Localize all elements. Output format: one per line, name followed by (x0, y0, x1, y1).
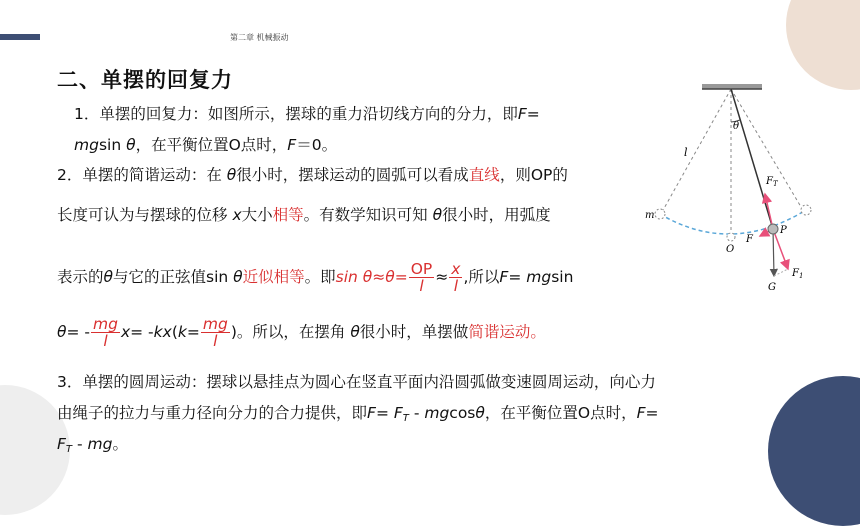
p2-text-e: 大小 (241, 206, 273, 224)
frac2-numerator: x (451, 260, 461, 278)
p1-sin: sin (98, 136, 127, 154)
equilibrium-bob (727, 233, 735, 241)
p2-text-b: 很小时，摆球运动的圆弧可以看成 (236, 166, 469, 184)
p2-text-f: 。有数学知识可知 (303, 206, 433, 224)
p1-line1 (74, 104, 540, 124)
p2-approx: ≈ (435, 268, 449, 286)
p3-F: F (367, 404, 376, 422)
p3-minus: - (408, 404, 425, 422)
frac1-numerator: OP (410, 260, 433, 278)
pendulum-bob (768, 224, 778, 234)
section-heading: 二、单摆的回复力 (57, 68, 233, 92)
p2-line3 (57, 257, 573, 297)
left-bob (655, 209, 665, 219)
p1-mg: mg (74, 136, 99, 154)
p2-text-g: 很小时，用弧度 (442, 206, 551, 224)
frac3-numerator: mg (93, 315, 118, 333)
p1-text-b: ，在平衡位置O点时， (135, 136, 288, 154)
decor-circle-bottom-right (768, 376, 860, 526)
label-F: F (746, 234, 753, 245)
p2-red-approx-equal: 近似相等 (242, 268, 305, 286)
fraction-mg-over-l (91, 316, 120, 349)
p2-line2 (57, 205, 551, 225)
pendulum-diagram (640, 84, 820, 299)
p2-m-theta: θ (57, 323, 67, 341)
p2-red-equal: 相等 (272, 206, 304, 224)
p1-eq: = (526, 105, 540, 123)
label-FT: $F_T$ (766, 176, 778, 188)
p2-text-c: ，则OP的 (499, 166, 568, 184)
left-dashed-string (662, 89, 731, 212)
p3-FT: F (393, 404, 403, 422)
label-m: m (645, 210, 655, 221)
p2-x: x (232, 206, 242, 224)
p1-line2 (74, 135, 337, 155)
frac3-denominator: l (103, 332, 108, 350)
p3-mg: mg (424, 404, 450, 422)
p3-mg2: mg (87, 435, 113, 453)
decor-bar (0, 34, 40, 40)
p3-text-a: 3．单摆的圆周运动：摆球以悬挂点为圆心在竖直平面内沿圆弧做变速圆周运动，向心力 (57, 373, 656, 391)
label-G: G (768, 282, 776, 293)
gravity-arrow (773, 229, 774, 276)
p3-T-sub: T (402, 413, 409, 424)
p2-m-eq: = - (66, 323, 90, 341)
p3-line2 (57, 403, 659, 429)
p2-m-close: ) (230, 323, 237, 341)
p3-cos: cos (449, 404, 476, 422)
decor-circle-top-right (786, 0, 860, 90)
p2-text-h: 表示的 (57, 268, 104, 286)
p2-text-d: 长度可认为与摆球的位移 (57, 206, 233, 224)
p1-text-c: ＝0。 (296, 136, 338, 154)
p2-red-sin-formula: sin θ≈θ= (335, 268, 408, 286)
p3-eq: = (375, 404, 394, 422)
p2-m-kx: kx (153, 323, 172, 341)
label-O: O (726, 244, 735, 255)
p2-mg: mg (526, 268, 552, 286)
frac4-denominator: l (213, 332, 218, 350)
p2-text-j: 。即 (304, 268, 336, 286)
right-bob (801, 205, 811, 215)
p2-line1 (57, 165, 568, 185)
p2-m-eq3: = (186, 323, 200, 341)
label-l: l (684, 146, 688, 159)
p1-text-a: 1．单摆的回复力：如图所示，摆球的重力沿切线方向的分力，即 (74, 105, 518, 123)
p1-F: F (517, 105, 527, 123)
p2-eq: = (508, 268, 527, 286)
p3-F2: F (636, 404, 646, 422)
p3-FT2: F (57, 435, 66, 453)
p3-text-b: 由绳子的拉力与重力径向分力的合力提供，即 (57, 404, 368, 422)
p2-theta5: θ (350, 323, 360, 341)
component-dashed (774, 269, 788, 276)
p3-text-c: ，在平衡位置O点时， (484, 404, 637, 422)
fraction-mg-over-l-2 (201, 316, 230, 349)
chapter-label: 第二章 机械振动 (230, 33, 289, 42)
p3-minus2: - (72, 435, 88, 453)
p2-theta2: θ (432, 206, 443, 224)
label-theta: θ (733, 121, 740, 132)
p3-eq2: = (645, 404, 659, 422)
p3-line3 (57, 434, 128, 460)
fraction-x-over-l (449, 261, 462, 294)
p2-F: F (499, 268, 509, 286)
pendulum-string (731, 89, 773, 229)
frac1-denominator: l (419, 277, 424, 295)
p2-sin: sin (551, 268, 574, 286)
p2-text-n: 。所以，在摆角 (236, 323, 351, 341)
p2-line4 (57, 312, 546, 352)
p3-theta: θ (475, 404, 485, 422)
p2-m-paren: ( (171, 323, 178, 341)
p2-m-x: x (120, 323, 131, 341)
p2-text-o: 很小时，单摆做 (359, 323, 469, 341)
p2-red-shm: 简谐运动。 (468, 323, 546, 341)
p2-text-i: 与它的正弦值sin (113, 268, 234, 286)
p2-red-straight-line: 直线 (468, 166, 500, 184)
right-dashed-string (731, 89, 804, 212)
frac4-numerator: mg (202, 315, 228, 333)
p2-theta: θ (226, 166, 237, 184)
frac2-denominator: l (453, 277, 459, 295)
p3-T2-sub: T (65, 444, 73, 455)
p2-text-k: ,所以 (463, 268, 500, 286)
label-P: P (780, 225, 787, 236)
p1-F2: F (287, 136, 297, 154)
p1-theta: θ (126, 136, 136, 154)
p2-theta3: θ (103, 268, 113, 286)
label-F1: $F_1$ (792, 268, 804, 280)
p2-m-k: k (177, 323, 187, 341)
fraction-op-over-l (409, 261, 435, 294)
p3-line1 (57, 372, 656, 392)
p2-text-a: 2．单摆的简谐运动：在 (57, 166, 227, 184)
p2-theta4: θ (233, 268, 243, 286)
p2-m-eq2: = - (130, 323, 154, 341)
p3-end: 。 (112, 435, 128, 453)
